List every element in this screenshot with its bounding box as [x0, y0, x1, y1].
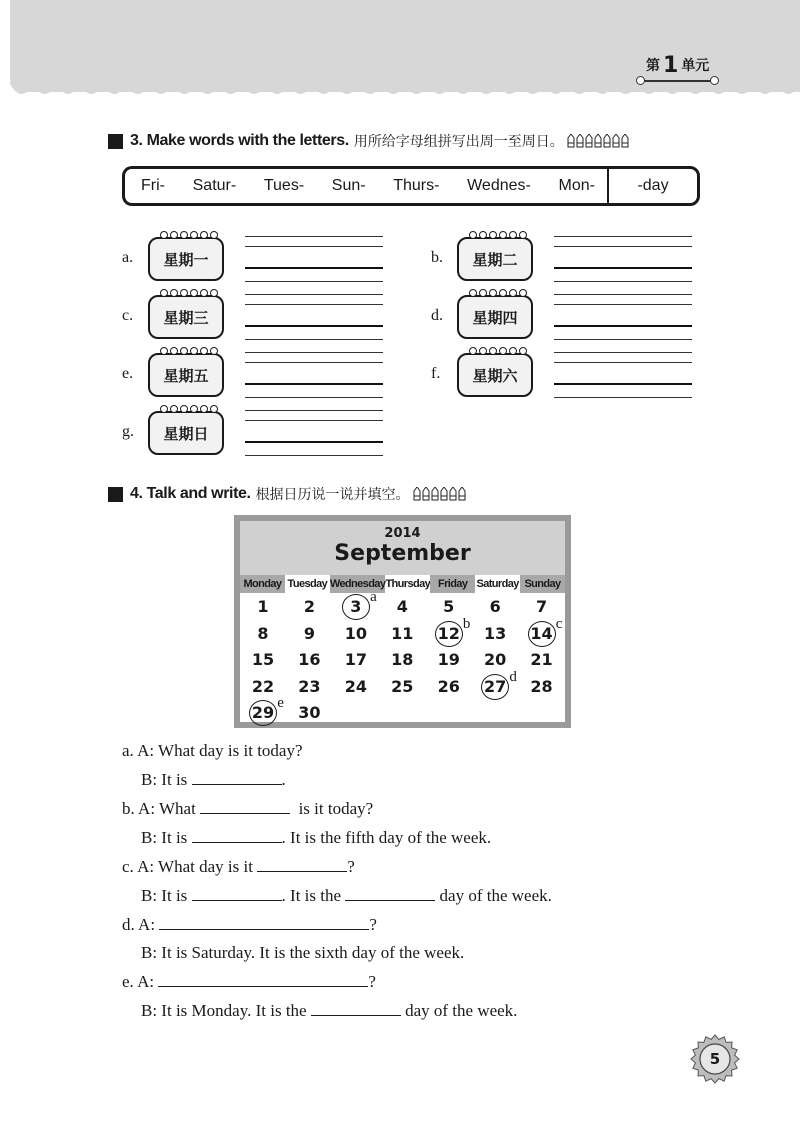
ring-icon [489, 347, 497, 355]
card-rings [160, 231, 218, 239]
calendar-date: 30 [298, 703, 321, 722]
pencil-icon [440, 487, 448, 501]
pencil-icon [422, 487, 430, 501]
ring-icon [190, 231, 198, 239]
weekday-item [122, 349, 392, 399]
ring-icon [469, 347, 477, 355]
pencil-icon [594, 134, 602, 148]
weekday-item [431, 291, 701, 341]
date-circle [528, 621, 556, 647]
ring-icon [180, 289, 188, 297]
calendar-weekday: Thursday [385, 578, 431, 590]
answer-e-text: B: It is Monday. It is the [141, 1001, 307, 1020]
ring-icon [519, 231, 527, 239]
ring-icon [170, 289, 178, 297]
weekday-item [431, 349, 701, 399]
calendar-date: 12 [437, 623, 460, 643]
question-e-text: e. A: [122, 972, 155, 991]
calendar-date: 7 [535, 597, 548, 616]
word-part: Satur- [192, 177, 237, 194]
question-c-end: ? [347, 857, 355, 876]
ring-icon [509, 347, 517, 355]
date-mark-letter: b [462, 615, 471, 632]
ring-icon [170, 347, 178, 355]
word-parts-box [122, 166, 700, 206]
answer-blank[interactable] [158, 972, 368, 987]
writing-line [245, 294, 383, 295]
calendar-date: 24 [344, 676, 367, 696]
calendar-date: 22 [251, 676, 275, 696]
ring-icon [479, 231, 487, 239]
answer-c-mid: . It is the [281, 886, 342, 905]
card-rings [160, 347, 218, 355]
weekday-chinese: 星期三 [163, 308, 209, 327]
ring-icon [210, 289, 218, 297]
writing-line [245, 362, 383, 363]
calendar-weekday: Tuesday [287, 578, 328, 590]
item-letter: d. [431, 307, 443, 324]
date-mark-letter: d [509, 668, 517, 685]
question-e-end: ? [368, 972, 376, 991]
writing-line [554, 397, 692, 398]
ring-icon [160, 231, 168, 239]
ring-icon [180, 231, 188, 239]
item-letter: f. [431, 365, 441, 382]
weekday-chinese: 星期日 [163, 424, 209, 443]
word-part: Sun- [331, 177, 366, 194]
section-square-icon [108, 134, 123, 149]
weekday-card [457, 353, 533, 397]
pencil-icon [612, 134, 620, 148]
ring-icon [180, 405, 188, 413]
calendar-date: 5 [443, 597, 455, 616]
ring-icon [509, 289, 517, 297]
calendar-date: 1 [257, 597, 269, 616]
answer-blank[interactable] [192, 770, 282, 785]
weekday-chinese: 星期四 [472, 308, 518, 327]
calendar-weekday: Wednesday [330, 575, 386, 593]
question-b-text: b. A: What [122, 799, 196, 818]
ring-icon [210, 405, 218, 413]
ring-icon [210, 231, 218, 239]
section4-title-en: Talk and write. [146, 485, 251, 502]
writing-line [245, 325, 383, 327]
ring-icon [160, 289, 168, 297]
question-e-ask [122, 972, 376, 992]
calendar-date: 20 [484, 650, 507, 669]
weekday-item [122, 407, 392, 457]
ring-icon [200, 405, 208, 413]
ring-icon [170, 405, 178, 413]
question-a-ask [122, 741, 303, 761]
question-c-answer [141, 886, 552, 906]
writing-line [245, 397, 383, 398]
answer-blank[interactable] [257, 857, 347, 872]
calendar-date: 16 [298, 650, 321, 669]
unit-underline [640, 80, 715, 82]
ring-icon [509, 231, 517, 239]
date-circle [435, 621, 463, 647]
card-rings [160, 405, 218, 413]
word-parts-list [125, 177, 607, 195]
ring-icon [190, 347, 198, 355]
calendar-date: 23 [298, 676, 321, 696]
header-banner [10, 0, 800, 92]
answer-a-text: B: It is [141, 770, 188, 789]
answer-blank[interactable] [200, 799, 290, 814]
calendar-date: 19 [437, 650, 460, 669]
question-c-ask [122, 857, 355, 877]
ring-icon [200, 347, 208, 355]
pencil-icon [431, 487, 439, 501]
weekday-card [457, 295, 533, 339]
writing-line [554, 281, 692, 282]
ring-icon [190, 289, 198, 297]
item-letter: e. [122, 365, 134, 382]
calendar-date: 4 [396, 597, 408, 616]
answer-blank[interactable] [192, 886, 282, 901]
question-b-end: is it today? [298, 799, 374, 818]
word-part: Wednes- [467, 177, 531, 194]
calendar-weekday: Saturday [476, 578, 519, 590]
answer-blank[interactable] [345, 886, 435, 901]
ring-icon [489, 289, 497, 297]
writing-line [245, 352, 383, 353]
calendar-weekday: Friday [430, 575, 475, 593]
calendar-weekday: Monday [240, 575, 285, 593]
weekday-item [122, 291, 392, 341]
ring-icon [210, 347, 218, 355]
card-rings [469, 289, 527, 297]
ring-icon [489, 231, 497, 239]
ring-icon [479, 347, 487, 355]
calendar-date: 3 [350, 597, 362, 616]
pencil-icon [585, 134, 593, 148]
calendar-header [240, 521, 565, 575]
calendar-date: 29 [251, 703, 275, 722]
date-mark-letter: e [277, 695, 284, 711]
ring-icon [180, 347, 188, 355]
answer-blank[interactable] [159, 915, 369, 930]
section4-title [108, 484, 466, 504]
section3-number: 3. [130, 132, 143, 149]
word-suffix: -day [637, 177, 669, 194]
question-a-answer [141, 770, 286, 790]
writing-line [245, 236, 383, 237]
unit-label [646, 52, 709, 78]
card-rings [469, 231, 527, 239]
pencil-icon [567, 134, 575, 148]
card-rings [469, 347, 527, 355]
answer-blank[interactable] [192, 828, 282, 843]
item-letter: a. [122, 249, 134, 266]
pencil-icon [621, 134, 629, 148]
section4-title-zh: 根据日历说一说并填空。 [255, 487, 410, 503]
section3-title [108, 131, 629, 151]
item-letter: g. [122, 423, 134, 440]
pencil-icon [576, 134, 584, 148]
writing-line [245, 383, 383, 385]
ring-icon [519, 347, 527, 355]
question-b-ask [122, 799, 373, 819]
question-d-end: ? [369, 915, 377, 934]
calendar [234, 515, 571, 728]
word-part: Fri- [141, 177, 165, 194]
writing-line [245, 281, 383, 282]
ring-icon [479, 289, 487, 297]
writing-line [554, 339, 692, 340]
ring-icon [469, 289, 477, 297]
ring-icon [499, 231, 507, 239]
writing-line [554, 362, 692, 363]
page-number-badge [690, 1034, 740, 1084]
writing-line [245, 455, 383, 456]
writing-line [554, 383, 692, 385]
writing-line [245, 441, 383, 443]
writing-line [554, 267, 692, 269]
calendar-date: 8 [257, 623, 269, 643]
weekday-chinese: 星期一 [163, 250, 209, 269]
weekday-card [148, 353, 224, 397]
calendar-date: 18 [391, 650, 414, 669]
writing-line [245, 410, 383, 411]
calendar-date: 26 [437, 676, 460, 696]
ring-icon [160, 347, 168, 355]
ring-icon [499, 347, 507, 355]
word-part: Mon- [558, 177, 595, 194]
question-b-answer [141, 828, 491, 848]
calendar-date: 21 [530, 650, 553, 669]
difficulty-pencils [413, 487, 466, 501]
question-d-answer [141, 943, 464, 963]
section3-title-en: Make words with the letters. [146, 132, 349, 149]
pencil-icon [449, 487, 457, 501]
section4-number: 4. [130, 485, 143, 502]
calendar-year: 2014 [384, 526, 421, 541]
unit-prefix: 第 [646, 58, 660, 74]
item-letter: b. [431, 249, 443, 266]
weekday-item [122, 233, 392, 283]
unit-dot-left [636, 76, 645, 85]
question-e-answer [141, 1001, 517, 1021]
writing-line [245, 246, 383, 247]
weekday-card [457, 237, 533, 281]
answer-e-end: day of the week. [405, 1001, 518, 1020]
calendar-date: 27 [484, 676, 507, 696]
calendar-date: 13 [484, 623, 507, 643]
calendar-date: 6 [489, 597, 501, 616]
date-circle [481, 674, 509, 700]
answer-c-text: B: It is [141, 886, 188, 905]
calendar-body [240, 521, 565, 722]
word-part: Thurs- [393, 177, 440, 194]
answer-a-end: . [281, 770, 286, 789]
ring-icon [469, 231, 477, 239]
date-circle [342, 594, 370, 620]
calendar-date: 17 [344, 650, 367, 669]
pencil-icon [413, 487, 421, 501]
question-a-text: a. A: What day is it today? [122, 741, 303, 760]
writing-line [554, 294, 692, 295]
calendar-weekday-row [240, 575, 565, 593]
question-d-ask [122, 915, 377, 935]
ring-icon [190, 405, 198, 413]
date-mark-letter: c [555, 615, 563, 632]
calendar-weekday: Sunday [520, 575, 565, 593]
weekday-chinese: 星期二 [472, 250, 518, 269]
calendar-date: 10 [344, 623, 367, 643]
writing-line [554, 236, 692, 237]
answer-b-end: . It is the fifth day of the week. [281, 828, 492, 847]
weekday-card [148, 237, 224, 281]
writing-line [554, 352, 692, 353]
weekday-chinese: 星期六 [472, 366, 518, 385]
calendar-month: September [334, 541, 471, 566]
weekday-chinese: 星期五 [163, 366, 209, 385]
calendar-date: 14 [530, 623, 553, 643]
writing-line [245, 304, 383, 305]
word-part: Tues- [263, 177, 305, 194]
page-number: 5 [709, 1050, 721, 1068]
difficulty-pencils [567, 134, 629, 148]
ring-icon [160, 405, 168, 413]
writing-line [554, 246, 692, 247]
weekday-item [431, 233, 701, 283]
writing-line [245, 339, 383, 340]
pencil-icon [603, 134, 611, 148]
calendar-date: 9 [303, 623, 315, 643]
pencil-icon [458, 487, 466, 501]
writing-line [554, 325, 692, 327]
header-scallop-edge [10, 82, 800, 104]
ring-icon [519, 289, 527, 297]
calendar-date: 28 [530, 676, 553, 696]
date-mark-letter: a [370, 589, 377, 605]
calendar-date: 15 [251, 650, 275, 669]
ring-icon [499, 289, 507, 297]
calendar-date: 11 [391, 623, 414, 643]
ring-icon [170, 231, 178, 239]
weekday-card [148, 295, 224, 339]
ring-icon [200, 289, 208, 297]
section-square-icon [108, 487, 123, 502]
answer-blank[interactable] [311, 1001, 401, 1016]
ring-icon [200, 231, 208, 239]
answer-b-text: B: It is [141, 828, 188, 847]
writing-line [554, 304, 692, 305]
writing-line [245, 267, 383, 269]
date-circle [249, 700, 277, 726]
answer-d-text: B: It is Saturday. It is the sixth day of the week. [141, 943, 465, 962]
card-rings [160, 289, 218, 297]
calendar-date: 25 [391, 676, 414, 696]
writing-line [245, 420, 383, 421]
unit-number: 1 [663, 52, 679, 78]
weekday-card [148, 411, 224, 455]
question-d-text: d. A: [122, 915, 156, 934]
section3-title-zh: 用所给字母组拼写出周一至周日。 [353, 134, 564, 150]
answer-c-end: day of the week. [439, 886, 552, 905]
unit-suffix: 单元 [681, 58, 710, 74]
item-letter: c. [122, 307, 134, 324]
calendar-date: 2 [303, 597, 315, 616]
question-c-text: c. A: What day is it [122, 857, 253, 876]
